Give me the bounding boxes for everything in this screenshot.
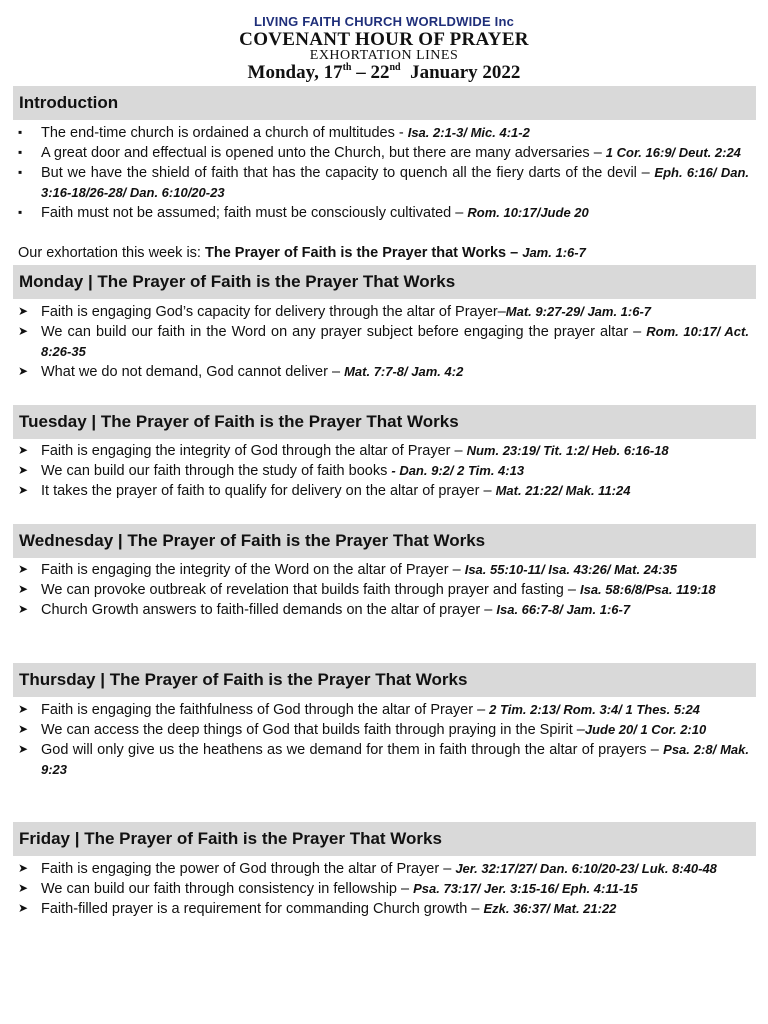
- scripture-reference: Mat. 9:27-29/ Jam. 1:6-7: [505, 304, 652, 319]
- item-text: A great door and effectual is opened unto the Church, but there are many adversaries –: [41, 145, 606, 161]
- item-text: Faith is engaging the power of God through the altar of Prayer –: [41, 861, 456, 877]
- section-heading-friday: Friday | The Prayer of Faith is the Prayer That Works: [13, 822, 756, 856]
- list-item: [18, 580, 749, 600]
- wednesday-list: [18, 560, 749, 620]
- date-range: [0, 63, 768, 83]
- arrow-bullet-icon: ➤: [18, 901, 29, 915]
- arrow-bullet-icon: ➤: [18, 881, 29, 895]
- list-item: [18, 163, 749, 203]
- date-end-suffix: nd: [389, 62, 401, 73]
- list-item: [18, 879, 749, 899]
- scripture-reference: Psa. 73:17/ Jer. 3:15-16/ Eph. 4:11-15: [413, 881, 638, 896]
- document-subtitle: EXHORTATION LINES: [309, 48, 459, 63]
- scripture-reference: Eph. 6:16/ Dan. 3:16-18/26-28/ Dan. 6:10/20-23: [41, 165, 749, 200]
- item-text: But we have the shield of faith that has the capacity to quench all the fiery darts of the devil –: [41, 165, 655, 181]
- introduction-list: [18, 123, 749, 223]
- arrow-bullet-icon: ➤: [18, 304, 29, 318]
- item-text: It takes the prayer of faith to qualify for delivery on the altar of prayer –: [41, 483, 496, 499]
- list-item: [18, 362, 749, 382]
- scripture-reference: Mat. 21:22/ Mak. 11:24: [495, 483, 631, 498]
- scripture-reference: Rom. 10:17/Jude 20: [467, 205, 589, 220]
- date-month-year: January 2022: [400, 62, 521, 83]
- scripture-reference: Rom. 10:17/ Act. 8:26-35: [41, 324, 749, 359]
- organization-name: LIVING FAITH CHURCH WORLDWIDE Inc: [253, 14, 515, 29]
- list-item: [18, 740, 749, 780]
- list-item: [18, 143, 749, 163]
- square-bullet-icon: ▪: [18, 125, 23, 139]
- arrow-bullet-icon: ➤: [18, 483, 29, 497]
- scripture-reference: 2 Tim. 2:13/ Rom. 3:4/ 1 Thes. 5:24: [489, 702, 700, 717]
- scripture-reference: - Dan. 9:2/ 2 Tim. 4:13: [391, 463, 525, 478]
- item-text: Faith must not be assumed; faith must be consciously cultivated –: [41, 205, 468, 221]
- arrow-bullet-icon: ➤: [18, 463, 29, 477]
- date-start-suffix: th: [342, 62, 352, 73]
- scripture-reference: Jam. 1:6-7: [522, 245, 586, 260]
- section-heading-introduction: Introduction: [13, 86, 756, 120]
- item-text: We can build our faith through the study of faith books: [41, 463, 392, 479]
- tuesday-list: [18, 441, 749, 501]
- item-text: Faith-filled prayer is a requirement for commanding Church growth –: [41, 901, 484, 917]
- scripture-reference: Ezk. 36:37/ Mat. 21:22: [483, 901, 617, 916]
- arrow-bullet-icon: ➤: [18, 364, 29, 378]
- square-bullet-icon: ▪: [18, 165, 23, 179]
- monday-list: [18, 302, 749, 382]
- arrow-bullet-icon: ➤: [18, 602, 29, 616]
- list-item: [18, 123, 749, 143]
- list-item: [18, 461, 749, 481]
- item-text: Faith is engaging the faithfulness of God through the altar of Prayer –: [41, 702, 490, 718]
- arrow-bullet-icon: ➤: [18, 562, 29, 576]
- scripture-reference: Jer. 32:17/27/ Dan. 6:10/20-23/ Luk. 8:40-48: [455, 861, 717, 876]
- item-text: We can access the deep things of God that builds faith through praying in the Spirit –: [41, 722, 585, 738]
- scripture-reference: Psa. 2:8/ Mak. 9:23: [41, 742, 749, 777]
- item-text: The end-time church is ordained a church of multitudes -: [41, 125, 408, 141]
- list-item: [18, 481, 749, 501]
- item-text: Faith is engaging God’s capacity for delivery through the altar of Prayer–: [41, 304, 506, 320]
- scripture-reference: 1 Cor. 16:9/ Deut. 2:24: [605, 145, 741, 160]
- list-item: [18, 322, 749, 362]
- square-bullet-icon: ▪: [18, 145, 23, 159]
- arrow-bullet-icon: ➤: [18, 443, 29, 457]
- scripture-reference: Num. 23:19/ Tit. 1:2/ Heb. 6:16-18: [466, 443, 669, 458]
- arrow-bullet-icon: ➤: [18, 324, 29, 338]
- section-heading-monday: Monday | The Prayer of Faith is the Prayer That Works: [13, 265, 756, 299]
- document-header: [0, 14, 768, 83]
- list-item: [18, 720, 749, 740]
- section-heading-tuesday: Tuesday | The Prayer of Faith is the Prayer That Works: [13, 405, 756, 439]
- friday-list: [18, 859, 749, 919]
- item-text: We can build our faith in the Word on any prayer subject before engaging the prayer altar –: [41, 324, 647, 340]
- arrow-bullet-icon: ➤: [18, 702, 29, 716]
- list-item: [18, 700, 749, 720]
- item-text: God will only give us the heathens as we demand for them in faith through the altar of prayers –: [41, 742, 664, 758]
- item-text: We can build our faith through consistency in fellowship –: [41, 881, 414, 897]
- date-start: Monday, 17: [247, 62, 343, 83]
- arrow-bullet-icon: ➤: [18, 582, 29, 596]
- date-end: – 22: [351, 62, 390, 83]
- list-item: [18, 302, 749, 322]
- list-item: [18, 899, 749, 919]
- thursday-list: [18, 700, 749, 780]
- arrow-bullet-icon: ➤: [18, 742, 29, 756]
- scripture-reference: Isa. 55:10-11/ Isa. 43:26/ Mat. 24:35: [464, 562, 677, 577]
- item-text: We can provoke outbreak of revelation that builds faith through prayer and fasting –: [41, 582, 580, 598]
- scripture-reference: Jude 20/ 1 Cor. 2:10: [584, 722, 707, 737]
- document-title: COVENANT HOUR OF PRAYER: [239, 29, 529, 50]
- scripture-reference: Isa. 2:1-3/ Mic. 4:1-2: [407, 125, 530, 140]
- list-item: [18, 600, 749, 620]
- scripture-reference: Isa. 58:6/8/Psa. 119:18: [579, 582, 716, 597]
- list-item: [18, 203, 749, 223]
- item-text: Faith is engaging the integrity of God through the altar of Prayer –: [41, 443, 467, 459]
- list-item: [18, 441, 749, 461]
- section-heading-wednesday: Wednesday | The Prayer of Faith is the Prayer That Works: [13, 524, 756, 558]
- arrow-bullet-icon: ➤: [18, 861, 29, 875]
- arrow-bullet-icon: ➤: [18, 722, 29, 736]
- exhortation-theme: The Prayer of Faith is the Prayer that Works –: [204, 245, 523, 261]
- section-heading-thursday: Thursday | The Prayer of Faith is the Prayer That Works: [13, 663, 756, 697]
- square-bullet-icon: ▪: [18, 205, 23, 219]
- item-text: Church Growth answers to faith-filled demands on the altar of prayer –: [41, 602, 497, 618]
- scripture-reference: Isa. 66:7-8/ Jam. 1:6-7: [496, 602, 631, 617]
- list-item: [18, 560, 749, 580]
- exhortation-lead: Our exhortation this week is:: [18, 245, 205, 261]
- scripture-reference: Mat. 7:7-8/ Jam. 4:2: [344, 364, 464, 379]
- item-text: Faith is engaging the integrity of the Word on the altar of Prayer –: [41, 562, 465, 578]
- weekly-exhortation: [18, 243, 758, 263]
- item-text: What we do not demand, God cannot deliver –: [41, 364, 345, 380]
- list-item: [18, 859, 749, 879]
